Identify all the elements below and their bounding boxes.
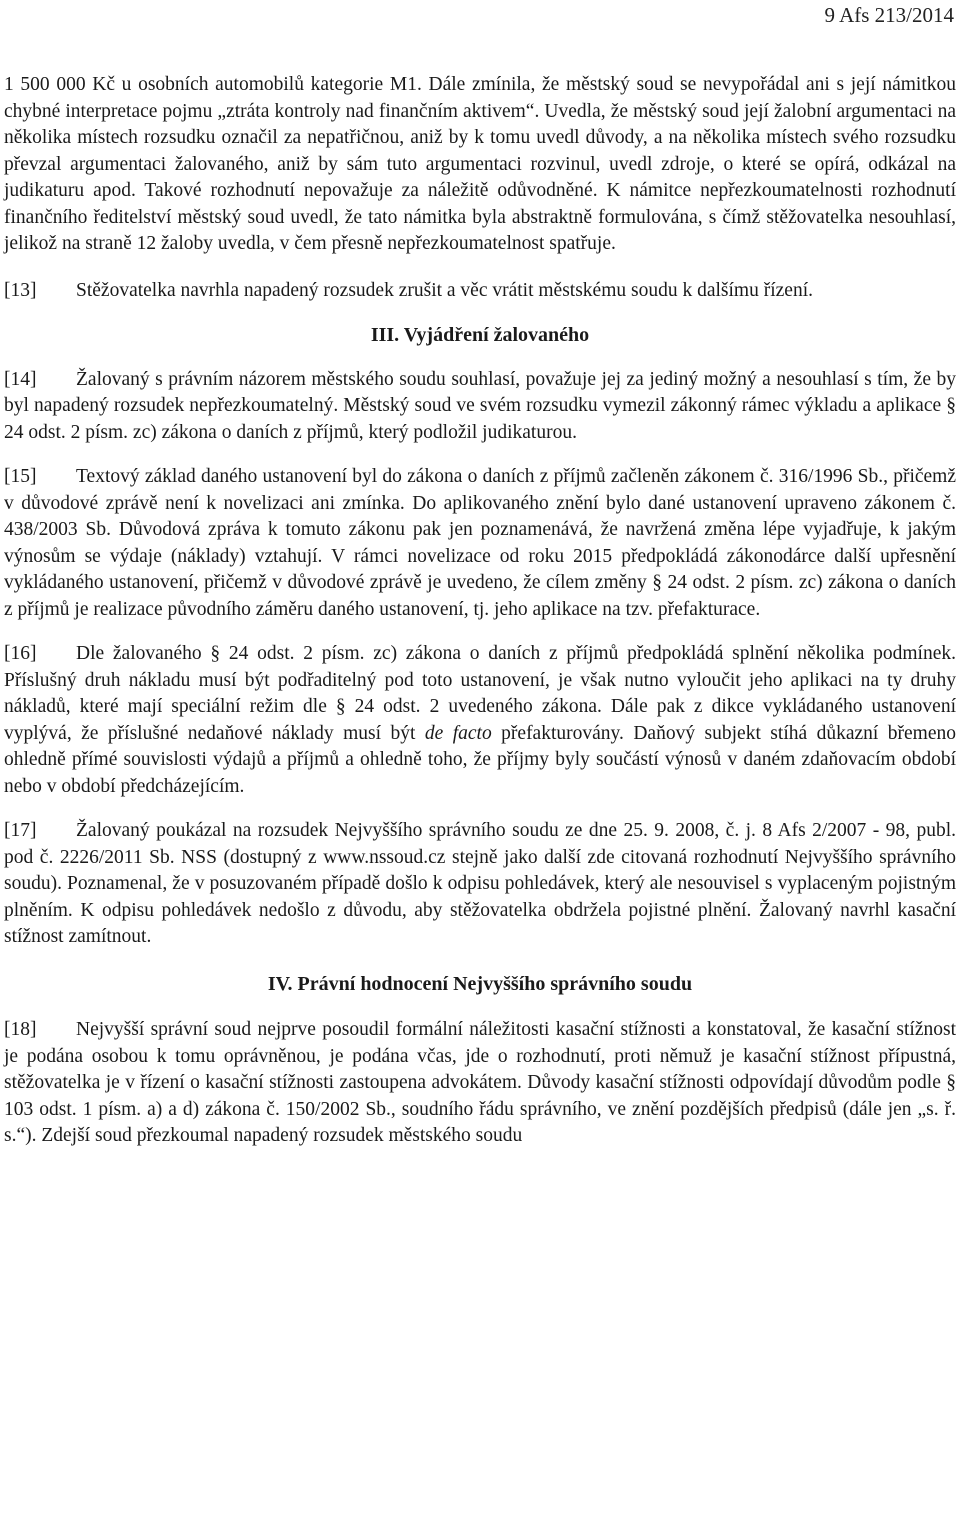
paragraph-text-b: přefakturovány. Daňový subjekt stíhá důkazní břemeno ohledně přímé souvislosti výdajů a příjmů a ohledně toho, že příjmy byly součástí výnosů v daném zdaňovacím období nebo v období předcházejícím.	[4, 722, 956, 797]
paragraph-16	[4, 641, 956, 800]
case-number-header: 9 Afs 213/2014	[824, 3, 954, 27]
paragraph-15	[4, 464, 956, 623]
paragraph-text: Nejvyšší správní soud nejprve posoudil formální náležitosti kasační stížnosti a konstatoval, že kasační stížnost je podána osobou k tomu oprávněnou, je podána včas, jde o rozhodnutí, proti němuž je kasační stížnost přípustná, stěžovatelka je v řízení o kasační stížnosti zastoupena advokátem. Důvody kasační stížnosti odpovídají důvodům podle § 103 odst. 1 písm. a) a d) zákona č. 150/2002 Sb., soudního řádu správního, ve znění pozdějších předpisů (dále jen „s. ř. s.“). Zdejší soud přezkoumal napadený rozsudek městského soudu	[4, 1019, 956, 1146]
paragraph-text: Žalovaný s právním názorem městského soudu souhlasí, považuje jej za jediný možný a nesouhlasí s tím, že by byl napadený rozsudek nepřezkoumatelný. Městský soud ve svém rozsudku vymezil zákonný rámec výkladu a aplikace § 24 odst. 2 písm. zc) zákona o daních z příjmů, který podložil judikaturou.	[4, 368, 956, 443]
paragraph-text: Stěžovatelka navrhla napadený rozsudek zrušit a věc vrátit městskému soudu k dalšímu řízení.	[76, 279, 813, 301]
paragraph-number: [18]	[4, 1019, 37, 1040]
paragraph-text: Žalovaný poukázal na rozsudek Nejvyššího správního soudu ze dne 25. 9. 2008, č. j. 8 Afs 2/2007 - 98, publ. pod č. 2226/2011 Sb. NSS (dostupný z www.nssoud.cz stejně jako další zde citovaná rozhodnutí Nejvyššího správního soudu). Poznamenal, že v posuzovaném případě došlo k odpisu pohledávek, který ale nesouvisel s vyplaceným pojistným plněním. K odpisu pohledávek nedošlo z důvodu, aby stěžovatelka obdržela pojistné plnění. Žalovaný navrhl kasační stížnost zamítnout.	[4, 820, 956, 947]
paragraph-14	[4, 367, 956, 447]
paragraph-number: [17]	[4, 820, 37, 841]
section-heading-iii: III. Vyjádření žalovaného	[370, 324, 590, 346]
paragraph-text-a: Dle žalovaného § 24 odst. 2 písm. zc) zákona o daních z příjmů předpokládá splnění několika podmínek. Příslušný druh nákladu musí být podřaditelný pod toto ustanovení, je však nutno vyloučit jeho aplikaci na ty druhy nákladů, které mají speciální režim dle § 24 odst. 2 uvedeného zákona. Dále pak z dikce vykládaného ustanovení vyplývá, že příslušné nedaňové náklady musí být	[4, 643, 956, 744]
latin-term: de facto	[424, 722, 492, 744]
paragraph-13	[4, 278, 956, 305]
paragraph-18	[4, 1017, 956, 1150]
paragraph-number: [15]	[4, 466, 37, 487]
paragraph-17	[4, 818, 956, 951]
document-body	[4, 72, 956, 1168]
paragraph-number: [16]	[4, 643, 37, 664]
paragraph-number: [14]	[4, 368, 37, 390]
paragraph-text: Textový základ daného ustanovení byl do zákona o daních z příjmů začleněn zákonem č. 316/1996 Sb., přičemž v důvodové zprávě není k novelizaci ani zmínka. Do aplikovaného znění bylo dané ustanovení upraveno zákonem č. 438/2003 Sb. Důvodová zpráva k tomuto zákonu pak jen poznamenává, že navržená změna lépe vyjadřuje, k jakým výnosům se výdaje (náklady) vztahují. V rámci novelizace od roku 2015 předpokládá zákonodárce další upřesnění vykládaného ustanovení, přičemž v důvodové zprávě je uvedeno, že cílem změny § 24 odst. 2 písm. zc) zákona o daních z příjmů je realizace původního záměru daného ustanovení, tj. jeho aplikace na tzv. přefakturace.	[4, 466, 956, 620]
paragraph-number: [13]	[4, 279, 37, 301]
paragraph-intro: 1 500 000 Kč u osobních automobilů kategorie M1. Dále zmínila, že městský soud se nevypořádal ani s její námitkou chybné interpretace pojmu „ztráta kontroly nad finančním aktivem“. Uvedla, že městský soud její žalobní argumentaci na několika místech rozsudku označil za nepatřičnou, aniž by k tomu uvedl důvody, a na několika místech svého rozsudku převzal argumentaci žalovaného, aniž by sám tuto argumentaci rozvinul, uvedl zdroje, o které se opírá, odkázal na judikaturu apod. Takové rozhodnutí nepovažuje za náležitě odůvodněné. K námitce nepřezkoumatelnosti rozhodnutí finančního ředitelství městský soud uvedl, že tato námitka byla abstraktně formulována, s čímž stěžovatelka nesouhlasí, jelikož na straně 12 žaloby uvedla, v čem přesně nepřezkoumatelnost spatřuje.	[4, 74, 956, 254]
section-heading-iv: IV. Právní hodnocení Nejvyššího správního soudu	[267, 972, 693, 995]
